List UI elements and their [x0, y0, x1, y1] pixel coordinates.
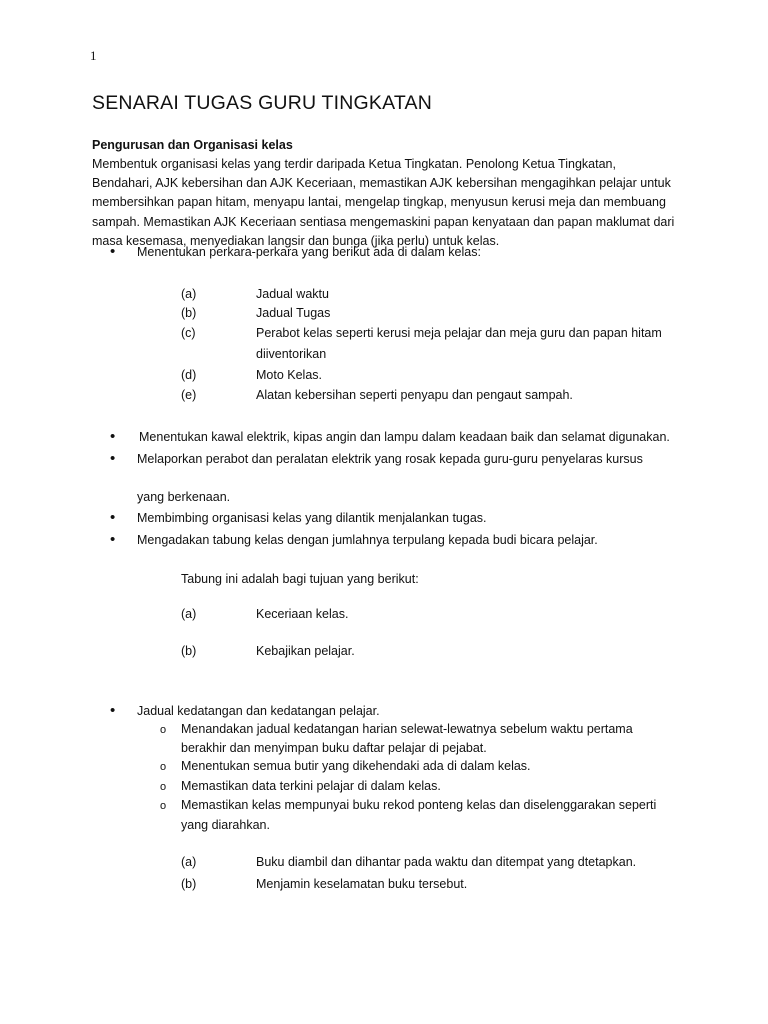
intro-paragraph — [92, 155, 682, 251]
list-label: (b) — [181, 306, 197, 320]
list-item: Alatan kebersihan seperti penyapu dan pengaut sampah. — [256, 388, 573, 402]
list-item: Keceriaan kelas. — [256, 607, 349, 621]
sub-item-continuation: yang diarahkan. — [181, 818, 270, 832]
bullet-marker: • — [110, 243, 116, 260]
list-label: (b) — [181, 877, 197, 891]
tabung-intro: Tabung ini adalah bagi tujuan yang berikut: — [181, 572, 419, 586]
bullet-text-2: Menentukan kawal elektrik, kipas angin dan lampu dalam keadaan baik dan selamat digunakan. — [139, 430, 670, 444]
sub-bullet-marker: o — [160, 800, 167, 812]
sub-bullet-marker: o — [160, 724, 167, 736]
list-item: Moto Kelas. — [256, 368, 323, 382]
bullet-text-3: Melaporkan perabot dan peralatan elektrik yang rosak kepada guru-guru penyelaras kursus — [137, 452, 643, 466]
list-label: (a) — [181, 855, 197, 869]
list-item-continuation: diiventorikan — [256, 347, 327, 361]
list-item: Jadual Tugas — [256, 306, 331, 320]
intro-line: sampah. Memastikan AJK Keceriaan sentiasa mengemaskini papan kenyataan dan papan maklumat dari — [92, 214, 675, 229]
bullet-marker: • — [110, 531, 116, 548]
intro-line: Membentuk organisasi kelas yang terdir daripada Ketua Tingkatan. Penolong Ketua Tingkatan, — [92, 157, 616, 171]
sub-item: Memastikan kelas mempunyai buku rekod ponteng kelas dan diselenggarakan seperti — [181, 798, 657, 812]
page-number: 1 — [90, 48, 97, 63]
sub-item: Menandakan jadual kedatangan harian selewat-lewatnya sebelum waktu pertama — [181, 722, 633, 736]
list-label: (a) — [181, 607, 197, 621]
bullet-marker: • — [110, 509, 116, 526]
bullet-text-5: Mengadakan tabung kelas dengan jumlahnya terpulang kepada budi bicara pelajar. — [137, 533, 598, 547]
sub-item-continuation: berakhir dan menyimpan buku daftar pelajar di pejabat. — [181, 741, 487, 755]
sub-item: Menentukan semua butir yang dikehendaki ada di dalam kelas. — [181, 759, 531, 773]
list-item: Perabot kelas seperti kerusi meja pelajar dan meja guru dan papan hitam — [256, 326, 662, 340]
bullet-text-4: Membimbing organisasi kelas yang dilantik menjalankan tugas. — [137, 511, 487, 525]
list-item: Menjamin keselamatan buku tersebut. — [256, 877, 468, 891]
sub-bullet-marker: o — [160, 781, 167, 793]
list-item: Buku diambil dan dihantar pada waktu dan ditempat yang dtetapkan. — [256, 855, 637, 869]
intro-line: masa kesemasa, menyediakan langsir dan bunga (jika perlu) untuk kelas. — [92, 233, 500, 248]
list-label: (a) — [181, 287, 197, 301]
sub-bullet-marker: o — [160, 761, 167, 773]
list-item: Jadual waktu — [256, 287, 329, 301]
list-item: Kebajikan pelajar. — [256, 644, 355, 658]
sub-item: Memastikan data terkini pelajar di dalam kelas. — [181, 779, 441, 793]
intro-line: Bendahari, AJK kebersihan dan AJK Keceriaan, memastikan AJK kebersihan mengagihkan pelajar untuk — [92, 176, 671, 191]
bullet-marker: • — [110, 702, 116, 719]
list-label: (e) — [181, 388, 197, 402]
bullet-marker: • — [110, 428, 116, 445]
section-heading: Pengurusan dan Organisasi kelas — [92, 138, 293, 152]
list-label: (c) — [181, 326, 196, 340]
bullet-text-6: Jadual kedatangan dan kedatangan pelajar. — [137, 704, 380, 718]
bullet-marker: • — [110, 450, 116, 467]
intro-line: membersihkan papan hitam, menyapu lantai, mengelap tingkap, menyusun kerusi meja dan membuang — [92, 195, 666, 210]
list-label: (b) — [181, 644, 197, 658]
list-label: (d) — [181, 368, 197, 382]
bullet-text-3-cont: yang berkenaan. — [137, 490, 231, 504]
bullet-text-1: Menentukan perkara-perkara yang berikut ada di dalam kelas: — [137, 245, 481, 259]
document-title: SENARAI TUGAS GURU TINGKATAN — [92, 92, 433, 114]
